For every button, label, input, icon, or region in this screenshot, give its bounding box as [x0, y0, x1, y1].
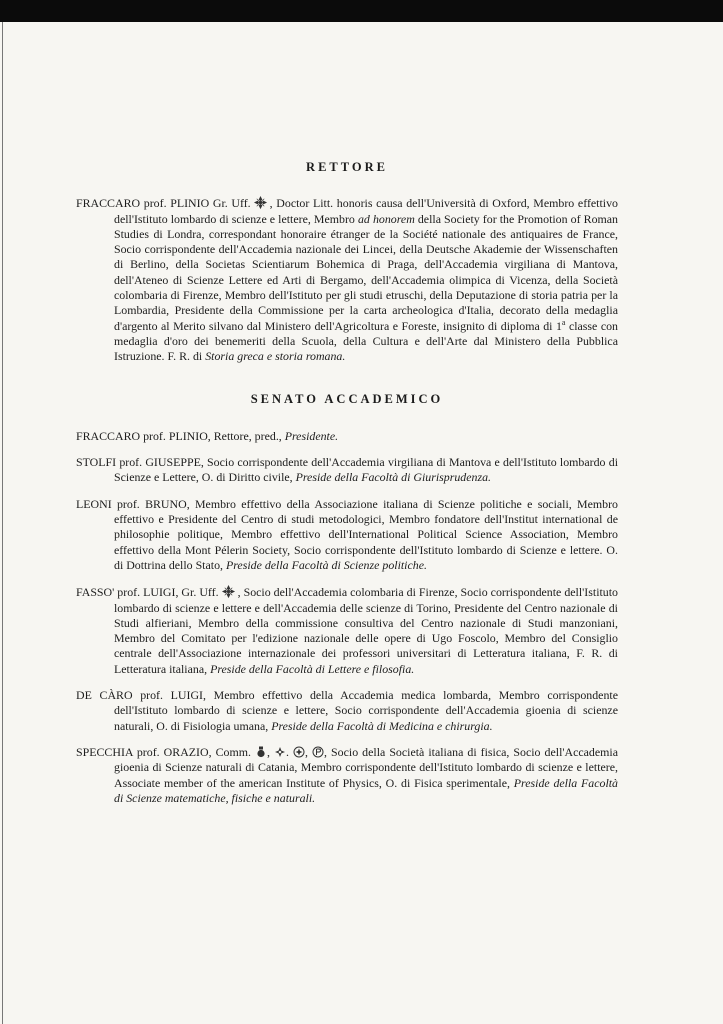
entry-text: classe con medaglia d'oro dei benemeriti della Scuola, della Cultura e dell'Arte dal Ministero della Pubblica Istruzione. F. R. di	[114, 318, 618, 364]
entry-name: FRACCARO prof. PLINIO Gr. Uff.	[76, 196, 251, 211]
heading-senato: SENATO ACCADEMICO	[250, 391, 444, 406]
superscript: a	[561, 317, 566, 327]
cross-of-merit-icon	[274, 746, 286, 758]
document-page	[76, 160, 618, 817]
entry-italic: Storia greca e storia romana.	[205, 349, 346, 364]
medal-icon	[255, 746, 267, 758]
entry-role: Preside della Facoltà di Giurisprudenza.	[295, 470, 491, 485]
entry-specchia: SPECCHIA prof. ORAZIO, Comm. , . , , Socio della Società italiana di fisica, Socio dell'Accademia gioenia di Scienze naturali di Catania, Membro corrispondente dell'Istituto lombardo di scienze e lettere, Associate member of the american Institute of Physics, O. di Fisica sperimentale, Preside della Facoltà di Scienze matematiche, fisiche e naturali.	[76, 744, 618, 805]
entry-text: della Society for the Promotion of Roman Studies di Londra, correspondant honoraire étranger de la Société nationale des antiquaires de France, Socio corrispondente dell'Accademia nazionale dei Lincei, della Deutsche Akademie der Wissenschaften di Berlino, della Societas Scientiarum Bohemica di Praga, dell'Accademia virgiliana di Mantova, dell'Ateneo di Scienze Lettere ed Arti di Bergamo, dell'Accademia olimpica di Vicenza, della Società colombaria di Firenze, Membro dell'Istituto per gli studi etruschi, della Deputazione di storia patria per la Lombardia, Presidente della Commissione per la carta archeologica d'Italia, decorato della medaglia d'argento al Merito silvano dal Ministero dell'Agricoltura e Foreste, insignito di diploma di 1	[114, 211, 618, 333]
entry-leoni	[76, 497, 618, 573]
entry-decaro	[76, 688, 618, 734]
entry-role: Preside della Facoltà di Medicina e chirurgia.	[271, 718, 493, 733]
entry-text: , Socio della Società italiana di fisica, Socio dell'Accademia gioenia di Scienze naturali di Catania, Membro corrispondente dell'Istituto lombardo di scienze e lettere, Associate member of the american Institute of Physics, O. di Fisica sperimentale,	[114, 744, 618, 790]
entry-rettore	[76, 195, 618, 364]
entry-role: Preside della Facoltà di Scienze politiche.	[225, 557, 427, 572]
scan-top-border	[0, 0, 723, 22]
entry-italic: ad honorem	[357, 211, 415, 226]
entry-stolfi	[76, 455, 618, 486]
entry-name: STOLFI prof. GIUSEPPE	[76, 455, 201, 470]
entry-name: LEONI prof. BRUNO	[76, 496, 187, 511]
circled-emblem-icon	[312, 746, 324, 758]
entry-role: Preside della Facoltà di Lettere e filosofia.	[210, 661, 415, 676]
entry-name: FASSO' prof. LUIGI, Gr. Uff.	[76, 585, 219, 600]
entry-role: Presidente.	[284, 428, 339, 443]
entry-text: , Socio dell'Accademia colombaria di Firenze, Socio corrispondente dell'Istituto lombardo di scienze e lettere e dell'Accademia delle scienze di Torino, Presidente del Centro nazionale di Studi alfieriani, Membro della commissione consultiva del Centro nazionale di Studi manzoniani, Membro del Comitato per l'edizione nazionale delle opere di Ugo Foscolo, Membro del Consiglio centrale dell'Associazione internazionale dei professori universitari di Letteratura italiana, F. R. di Letteratura italiana,	[114, 585, 619, 676]
order-cross-icon	[221, 584, 236, 599]
entry-text: , Rettore, pred.,	[207, 428, 285, 443]
order-cross-icon	[253, 195, 268, 210]
entry-role: Preside della Facoltà di Scienze matematiche, fisiche e naturali.	[114, 775, 618, 805]
scan-left-edge	[2, 22, 3, 1024]
entry-text: , Doctor Litt. honoris causa dell'Università di Oxford, Membro effettivo dell'Istituto lombardo di scienze e lettere, Membro	[114, 196, 618, 226]
heading-rettore: RETTORE	[306, 160, 388, 174]
entry-name: FRACCARO prof. PLINIO	[76, 428, 208, 443]
entry-text: , Socio corrispondente dell'Accademia virgiliana di Mantova e dell'Istituto lombardo di Scienze e Lettere, O. di Diritto civile,	[114, 455, 618, 485]
entry-text: , Membro effettivo della Associazione italiana di Scienze politiche e sociali, Membro effettivo e Presidente del Centro di studi metodologici, Membro fondatore dell'Institut international de philosophie politique, Membro effettivo dell'International Political Science Association, Membro effettivo della Mont Pélerin Society, Socio corrispondente dell'Istituto lombardo di Scienze e lettere. O. di Dottrina dello Stato,	[114, 496, 618, 572]
entry-name: SPECCHIA prof. ORAZIO, Comm.	[76, 744, 251, 759]
star-decoration-icon	[293, 746, 305, 758]
entry-name: DE CÀRO prof. LUIGI	[76, 688, 203, 703]
entry-text: , Membro effettivo della Accademia medica lombarda, Membro corrispondente dell'Istituto lombardo di scienze e lettere, Socio corrispondente dell'Accademia gioenia di scienze naturali, O. di Fisiologia umana,	[114, 688, 618, 733]
entry-fasso	[76, 584, 618, 677]
entry-fraccaro	[76, 429, 618, 444]
